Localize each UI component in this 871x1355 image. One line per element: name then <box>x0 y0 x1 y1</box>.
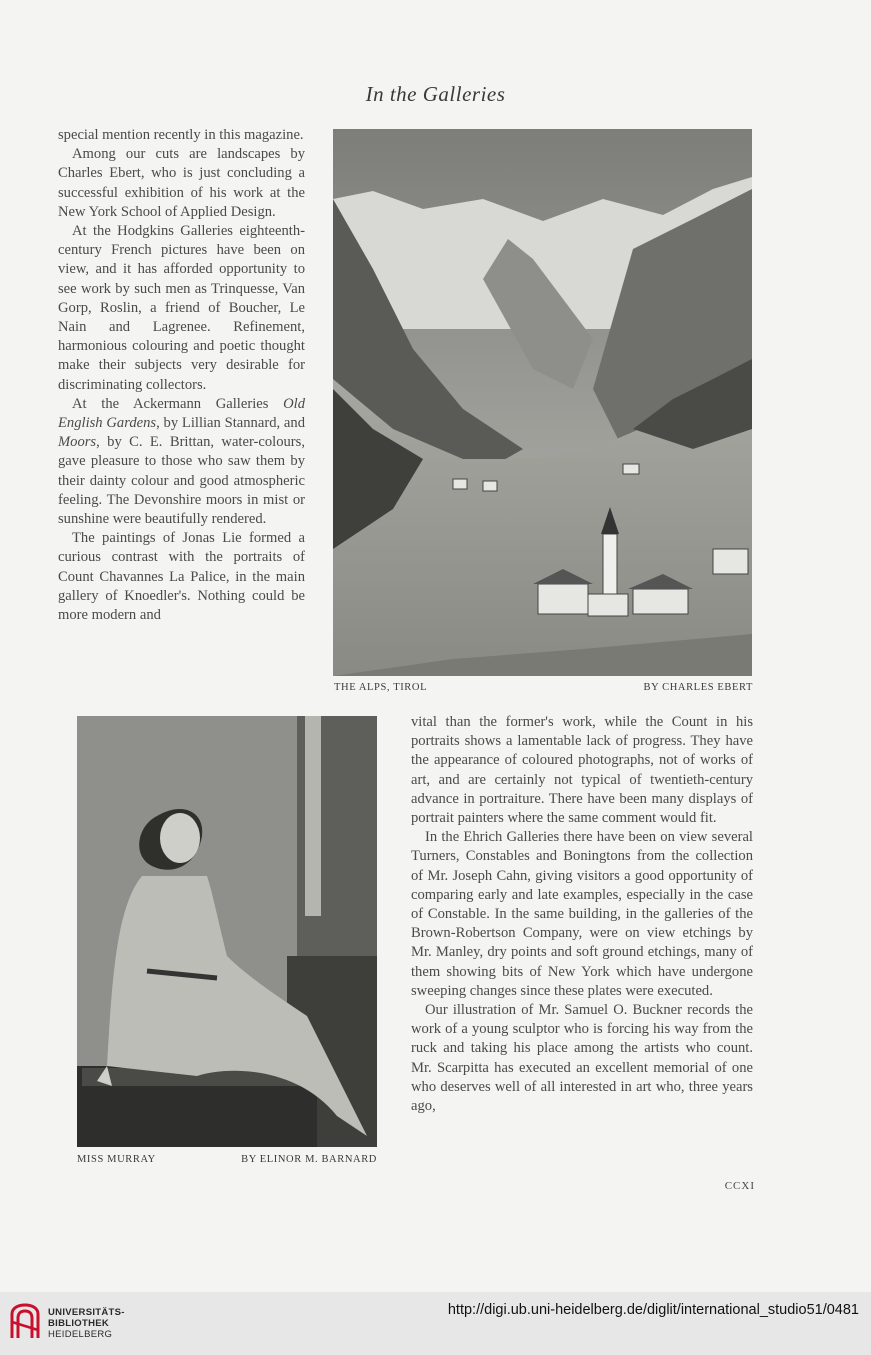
left-column-text <box>58 126 305 625</box>
library-name-line-1: UNIVERSITÄTS- <box>48 1307 125 1318</box>
library-name-line-3: HEIDELBERG <box>48 1329 113 1340</box>
artwork-title: Moors <box>58 434 97 451</box>
portrait-illustration <box>77 716 377 1147</box>
paragraph: special mention recently in this magazine. <box>58 127 304 143</box>
paragraph: At the Ackermann Galleries Old English Gardens, by Lillian Stannard, and Moors, by C. E. Brittan, water-colours, gave pleasure to those who saw them by their dainty colour and good atmospheric feeling. The Devonshire moors in mist or sunshine were beautifully rendered. <box>58 395 305 528</box>
murray-caption-credit: BY ELINOR M. BARNARD <box>241 1154 377 1165</box>
paragraph: vital than the former's work, while the Count in his portraits shows a lamentable lack of progress. They have the appearance of coloured photographs, not of works of art, and are certainly not typical of twentieth-century advance in portraiture. There have been many displays of portrait painters where the same comment would fit. <box>411 714 753 827</box>
murray-caption <box>77 1154 377 1165</box>
miss-murray-portrait-image <box>77 716 377 1147</box>
paragraph: At the Hodgkins Galleries eighteenth-century French pictures have been on view, and it has afforded opportunity to see work by such men as Trinquesse, Van Gorp, Roslin, a friend of Boucher, Le Nain and Lagrenee. Refinement, harmonious colouring and poetic thought make their subjects very desirable for discriminating collectors. <box>58 223 305 393</box>
page-number: CCXI <box>724 1180 755 1192</box>
paragraph: Our illustration of Mr. Samuel O. Buckner records the work of a young sculptor who is forcing his way from the ruck and taking his place among the artists who count. Mr. Scarpitta has executed an excellent memorial of one who deserves well of all interested in art who, three years ago, <box>411 1002 753 1115</box>
alps-landscape-image <box>333 129 752 676</box>
paragraph: The paintings of Jonas Lie formed a curious contrast with the portraits of Count Chavannes La Palice, in the main gallery of Knoedler's. Nothing could be more modern and <box>58 530 305 624</box>
paragraph: Among our cuts are landscapes by Charles Ebert, who is just concluding a successful exhibition of his work at the New York School of Applied Design. <box>58 146 305 220</box>
alps-caption-title: THE ALPS, TIROL <box>334 682 428 693</box>
murray-caption-title: MISS MURRAY <box>77 1154 156 1165</box>
alps-landscape-illustration <box>333 129 752 676</box>
alps-caption-credit: BY CHARLES EBERT <box>643 682 753 693</box>
right-column-text <box>411 713 753 1116</box>
permalink-url[interactable]: http://digi.ub.uni-heidelberg.de/diglit/international_studio51/0481 <box>447 1302 859 1318</box>
alps-caption <box>334 682 753 693</box>
artwork-title: Old English Gardens <box>58 395 305 432</box>
digitization-footer <box>0 1292 871 1355</box>
paragraph: In the Ehrich Galleries there have been on view several Turners, Constables and Boningtons from the collection of Mr. Joseph Cahn, giving visitors a good opportunity of comparing early and late examples, especially in the case of Constable. In the same building, in the galleries of the Brown-Robertson Company, were on view etchings by Mr. Manley, dry points and soft ground etchings, many of them showing bits of New York which have undergone sweeping changes since these plates were executed. <box>411 829 753 999</box>
university-library-logo-icon <box>8 1302 42 1342</box>
running-title: In the Galleries <box>365 82 506 106</box>
library-name-line-2: BIBLIOTHEK <box>48 1318 110 1329</box>
